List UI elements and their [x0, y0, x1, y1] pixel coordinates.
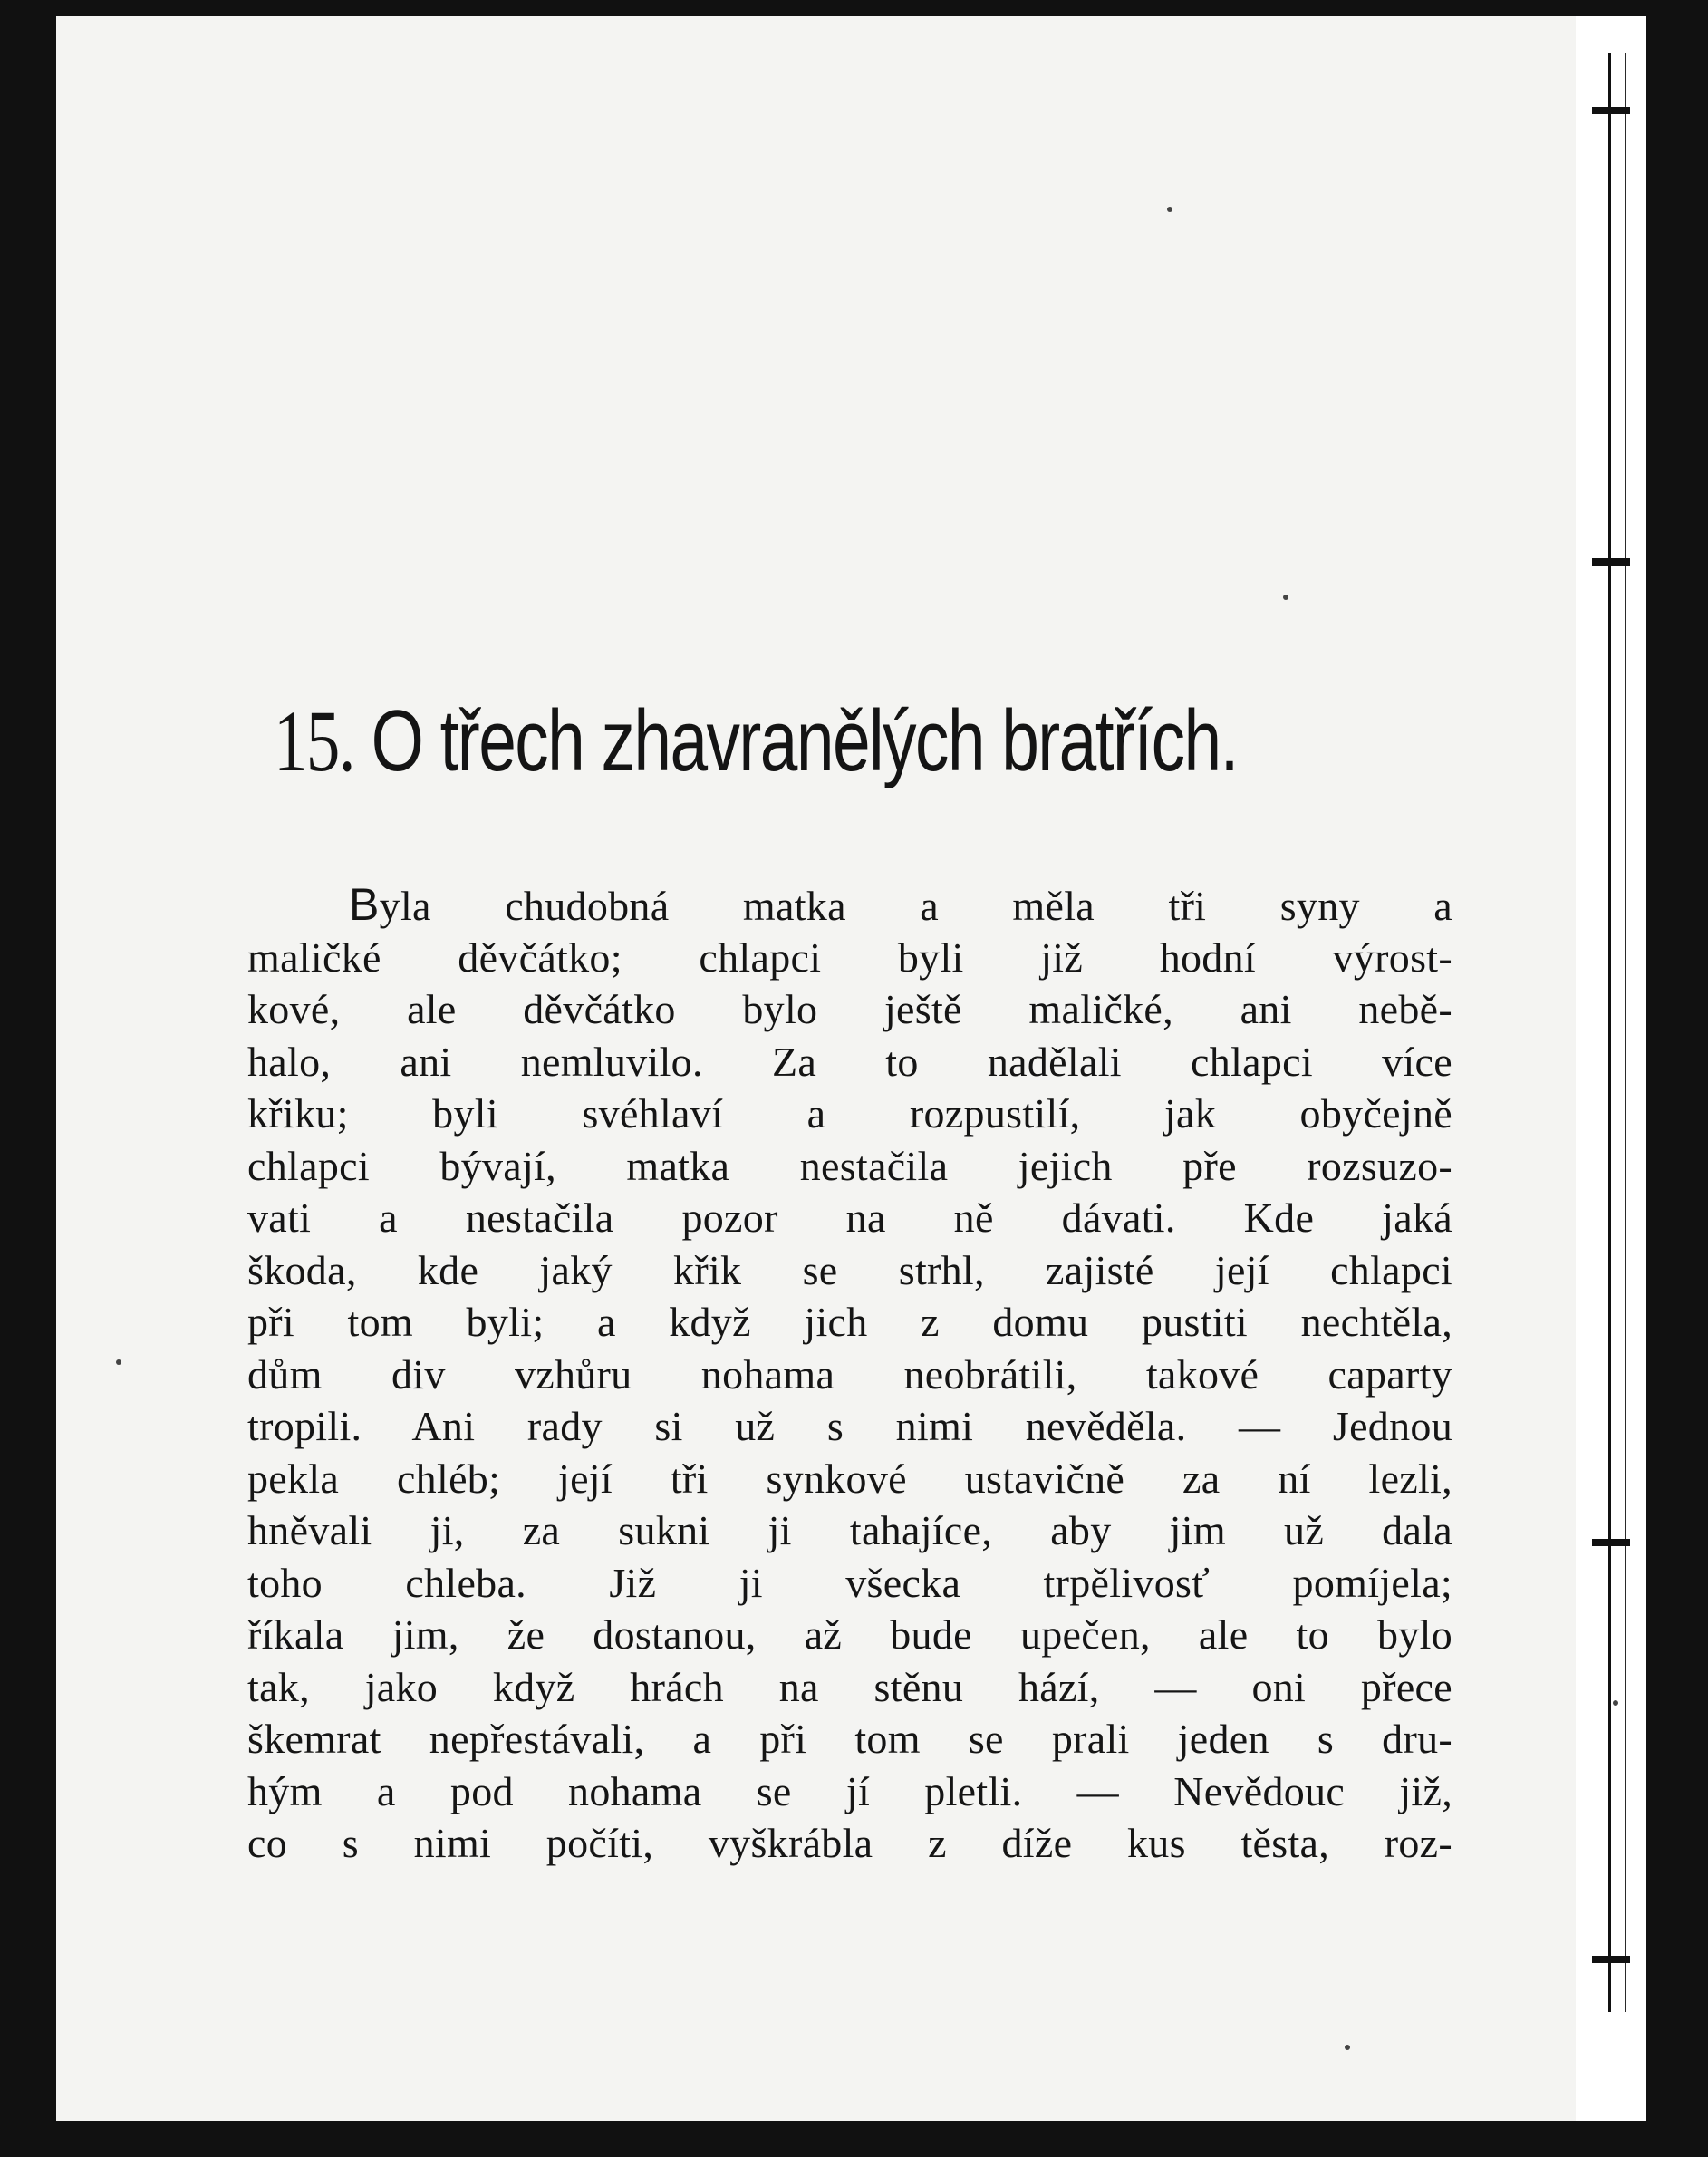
paper-speck [116, 1359, 121, 1365]
binding-stitch-mark [1592, 1956, 1630, 1963]
text-line: maličké děvčátko; chlapci byli již hodní výrost- [247, 933, 1452, 981]
paper-speck [1167, 207, 1172, 212]
scanned-page [56, 16, 1646, 2121]
text-line: co s nimi počíti, vyškrábla z díže kus těsta, roz- [247, 1820, 1452, 1866]
binding-thread-line [1625, 53, 1626, 2012]
chapter-title [274, 687, 1238, 796]
body-paragraph [247, 879, 1452, 1870]
text-line: chlapci bývají, matka nestačila jejich pře rozsuzo- [247, 1142, 1452, 1189]
text-line: kové, ale děvčátko bylo ještě maličké, ani nebě- [247, 986, 1452, 1032]
text-line: křiku; byli svéhlaví a rozpustilí, jak obyčejně [247, 1090, 1452, 1137]
binding-thread-line [1608, 53, 1611, 2012]
text-line: tak, jako když hrách na stěnu hází, — oni přece [247, 1663, 1452, 1710]
text-line: škemrat nepřestávali, a při tom se prali jeden s dru- [247, 1716, 1452, 1762]
initial-letter: B [349, 879, 380, 930]
book-binding-edge [1576, 16, 1646, 2121]
text-line: vati a nestačila pozor na ně dávati. Kde jaká [247, 1195, 1452, 1241]
paper-speck [1283, 595, 1288, 600]
text-line: toho chleba. Již ji všecka trpělivosť pomíjela; [247, 1559, 1452, 1606]
text-line: hým a pod nohama se jí pletli. — Nevědouc již, [247, 1767, 1452, 1814]
chapter-number: 15. [274, 692, 354, 789]
chapter-title-text: O třech zhavranělých bratřích. [371, 692, 1238, 789]
text-line [247, 879, 1452, 932]
text-line: dům div vzhůru nohama neobrátili, takové caparty [247, 1350, 1452, 1398]
paper-speck [1345, 2045, 1350, 2050]
text-line: halo, ani nemluvilo. Za to nadělali chlapci více [247, 1038, 1452, 1085]
binding-stitch-mark [1592, 1539, 1630, 1546]
binding-stitch-mark [1592, 558, 1630, 566]
text-line-content: yla chudobná matka a měla tři syny a [379, 883, 1452, 929]
binding-stitch-mark [1592, 107, 1630, 114]
text-line: hněvali ji, za sukni ji tahajíce, aby jim už dala [247, 1507, 1452, 1553]
text-line: při tom byli; a když jich z domu pustiti nechtěla, [247, 1299, 1452, 1345]
text-line: pekla chléb; její tři synkové ustavičně za ní lezli, [247, 1455, 1452, 1502]
text-line: škoda, kde jaký křik se strhl, zajisté její chlapci [247, 1246, 1452, 1293]
paper-speck [1613, 1700, 1618, 1706]
text-line: říkala jim, že dostanou, až bude upečen, ale to bylo [247, 1611, 1452, 1658]
text-line: tropili. Ani rady si už s nimi nevěděla. — Jednou [247, 1403, 1452, 1449]
